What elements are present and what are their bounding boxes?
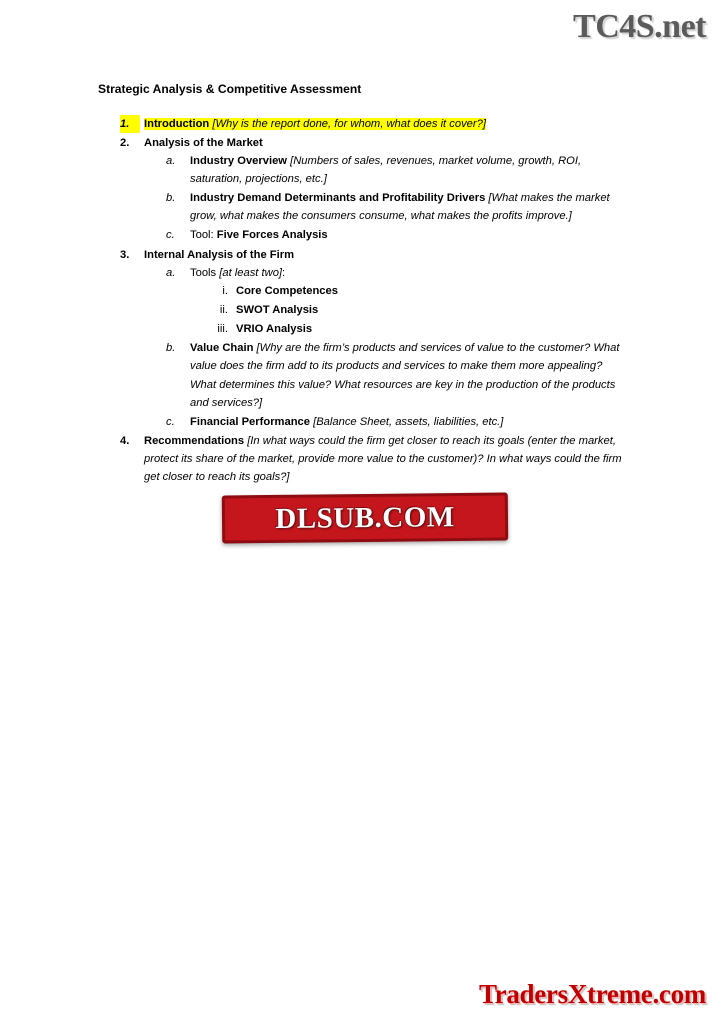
outline-marker-3: 3. (120, 248, 130, 261)
outline-level-2-internal (144, 264, 628, 431)
outline-plain-2c: Tool: (190, 229, 217, 242)
outline-marker-3a-i: i. (222, 284, 228, 297)
outline-item-2c (144, 226, 628, 244)
outline-marker-3a: a. (166, 266, 176, 279)
document-body (98, 80, 628, 487)
outline-item-3a-ii (190, 301, 628, 319)
outline-marker-3c: c. (166, 415, 175, 428)
outline-marker-2: 2. (120, 136, 130, 149)
outline-item-2 (98, 134, 628, 245)
outline-bold-3b: Value Chain (190, 342, 254, 355)
outline-italic-3c: [Balance Sheet, assets, liabilities, etc.] (313, 415, 504, 428)
outline-marker-1: 1. (120, 115, 140, 133)
outline-marker-2c: c. (166, 229, 175, 242)
outline-item-3a (144, 264, 628, 339)
outline-level-1 (98, 115, 628, 487)
watermark-top-right: TC4S.net (573, 8, 706, 45)
outline-italic-4: [In what ways could the firm get closer to reach its goals (enter the market, protect its share of the market, provide more value to the customer)? In what ways could the firm get closer to reach its goals?] (144, 434, 622, 484)
outline-marker-2a: a. (166, 154, 176, 167)
outline-item-3a-iii (190, 320, 628, 338)
outline-italic-1: [Why is the report done, for whom, what does it cover?] (212, 117, 486, 130)
outline-marker-3b: b. (166, 342, 176, 355)
outline-bold-3a-iii: VRIO Analysis (236, 323, 313, 336)
outline-marker-4: 4. (120, 434, 130, 447)
outline-bold-1: Introduction (144, 117, 210, 130)
outline-bold-3c: Financial Performance (190, 415, 310, 428)
outline-level-3-tools (190, 282, 628, 338)
outline-bold-2: Analysis of the Market (144, 136, 263, 149)
outline-bold-2b: Industry Demand Determinants and Profitability Drivers (190, 192, 486, 205)
watermark-bottom-right: TradersXtreme.com (478, 979, 706, 1009)
outline-item-3c (144, 413, 628, 431)
outline-item-3b (144, 339, 628, 412)
outline-italic-3a: [at least two] (219, 266, 283, 279)
outline-suffix-3a: : (282, 266, 286, 279)
outline-level-2-market (144, 152, 628, 245)
outline-marker-3a-ii: ii. (219, 303, 228, 316)
outline-item-2a (144, 152, 628, 188)
outline-marker-3a-iii: iii. (217, 323, 228, 336)
outline-text-1 (144, 118, 486, 130)
outline-bold-3a-ii: SWOT Analysis (236, 303, 319, 316)
outline-italic-2b: [What makes the market grow, what makes the consumers consume, what makes the profits improve.] (190, 192, 610, 223)
outline-italic-2a: [Numbers of sales, revenues, market volume, growth, ROI, saturation, projections, etc.] (190, 154, 582, 185)
outline-item-3a-i (190, 282, 628, 300)
outline-bold-3a-i: Core Competences (236, 284, 338, 297)
outline-bold-3: Internal Analysis of the Firm (144, 248, 295, 261)
outline-bold-2a: Industry Overview (190, 154, 287, 167)
watermark-center-text: DLSUB.COM (275, 500, 455, 535)
outline-bold-4: Recommendations (144, 434, 245, 447)
outline-bold-2c: Five Forces Analysis (216, 229, 328, 242)
page-title: Strategic Analysis & Competitive Assessment (98, 82, 362, 96)
outline-marker-2b: b. (166, 192, 176, 205)
outline-item-4 (98, 432, 628, 486)
outline-item-3 (98, 246, 628, 431)
outline-item-1 (98, 115, 628, 133)
outline-plain-3a: Tools (190, 266, 220, 279)
outline-item-2b (144, 189, 628, 225)
watermark-center-stamp (222, 493, 508, 544)
outline-italic-3b: [Why are the firm’s products and services of value to the customer? What value does the firm add to its products and services to make them more appealing? What determines this value? What resources are key in the production of the products and services?] (190, 342, 620, 409)
